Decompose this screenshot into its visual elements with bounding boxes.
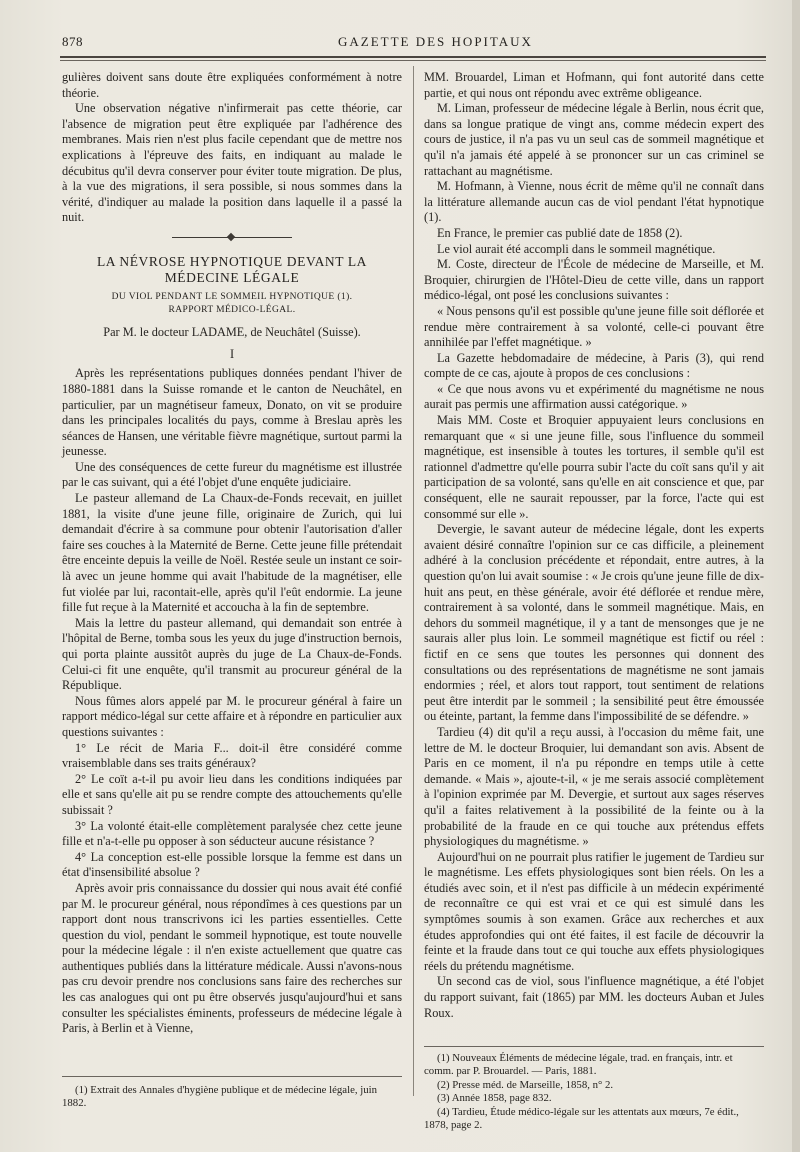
paragraph: gulières doivent sans doute être expliquées conformément à notre théorie. bbox=[62, 70, 402, 100]
paragraph: Après avoir pris connaissance du dossier qui nous avait été confié par M. le procureur général, nous répondîmes à ces questions par un rapport dont nous transcrivons ici les parties essentielles. Cette question du viol, pendant le sommeil hypnotique, est toute nouvelle pour la médecine légale : il n'en existe actuellement que quatre cas authentiques publiés dans la littérature médicale. Aussi n'avons-nous pas cru devoir prendre nos conclusions sans faire des recherches sur les cas analogues qui ont pu être observés jusqu'aujourd'hui et sans consulter les spécialistes éminents, professeurs de médecine légale à Paris, à Berlin et à Vienne, bbox=[62, 880, 402, 1036]
right-column bbox=[424, 70, 764, 1021]
paragraph: M. Liman, professeur de médecine légale à Berlin, nous écrit que, dans sa longue pratique de vingt ans, comme médecin expert des cours de justice, il n'a pas vu un seul cas de sommeil magnétique et qu'il n'a jamais été appelé à se prononcer sur un cas criminel se rattachant au magnétisme. bbox=[424, 101, 764, 178]
paragraph: Le pasteur allemand de La Chaux-de-Fonds recevait, en juillet 1881, la visite d'une jeune fille, originaire de Zurich, qui lui demandait d'écrire à sa commune pour obtenir l'autorisation d'aller faire ses couches à la Maternité de Berne. Cette jeune fille prétendait être enceinte depuis la veille de Noël. Restée seule un instant ce soir-là avec un jeune homme qui avait l'habitude de la magnétiser, elle fut violée par lui, racontait-elle, après qu'il l'eût endormie. La jeune fille fut reçue à la Maternité et accoucha à la fin de septembre. bbox=[62, 491, 402, 615]
column-divider bbox=[413, 66, 414, 1096]
footnote: (2) Presse méd. de Marseille, 1858, n° 2. bbox=[437, 1078, 614, 1091]
page-edge-shadow bbox=[792, 0, 800, 1152]
paragraph: Nous fûmes alors appelé par M. le procureur général à faire un rapport médico-légal sur cette affaire et à répondre en particulier aux questions suivantes : bbox=[62, 693, 402, 739]
footnote: (3) Année 1858, page 832. bbox=[437, 1092, 552, 1105]
article-subtitle-2: RAPPORT MÉDICO-LÉGAL. bbox=[168, 305, 296, 316]
header-rule bbox=[60, 56, 766, 58]
question-4: 4° La conception est-elle possible lorsque la femme est dans un état d'insensibilité absolue ? bbox=[62, 849, 402, 880]
article-subtitle: DU VIOL PENDANT LE SOMMEIL HYPNOTIQUE (1). bbox=[111, 292, 353, 303]
paragraph: Mais MM. Coste et Broquier appuyaient leurs conclusions en remarquant que « si une jeune fille, sous l'influence du sommeil magnétique, est insensible à toutes les tortures, il semble qu'il est rationnel d'admettre qu'elle pourra subir l'acte du coït sans qu'il y ait participation de sa volonté, sans qu'elle en ait conscience et que, par conséquent, elle ne saurait repousser, par la force, l'acte qui est consommé sur elle ». bbox=[424, 413, 764, 521]
paragraph: Aujourd'hui on ne pourrait plus ratifier le jugement de Tardieu sur le magnétisme. Les effets physiologiques sont bien réels. On les a étudiés avec soin, et il n'est pas difficile à un médecin expérimenté de reconnaître ce qui est vrai et ce qui est simulé dans les symptômes soumis à son examen. Grâce aux recherches et aux études approfondies qui ont été faites, il est facile de découvrir la feinte et la fraude dans tout ce qui touche aux effets physiologiques réels du prétendu magnétisme. bbox=[424, 849, 764, 973]
right-footnotes bbox=[424, 1052, 764, 1132]
footnote: (1) Nouveaux Éléments de médecine légale, trad. en français, intr. et comm. par P. Brouardel. — Paris, 1881. bbox=[424, 1052, 733, 1078]
footnote-rule bbox=[62, 1076, 402, 1077]
page-number: 878 bbox=[62, 34, 83, 49]
diamond-ornament-icon bbox=[227, 233, 235, 241]
paragraph: Mais la lettre du pasteur allemand, qui demandait son entrée à l'hôpital de Berne, tomba sous les yeux du juge d'instruction bernois, qui porta plainte aussitôt auprès du juge de La Chaux-de-Fonds. Celui-ci fit une enquête, qu'il transmit au procureur général de la République. bbox=[62, 615, 402, 693]
paragraph: En France, le premier cas publié date de 1858 (2). bbox=[437, 225, 683, 240]
paragraph: Une observation négative n'infirmerait pas cette théorie, car l'absence de migration peut être expliquée par l'adhérence des membranes. Mais rien n'est plus facile cependant que de mettre nos explications à l'épreuve des faits, en indiquant au malade le décubitus qu'il devra conserver pour éviter toute migration. De plus, à la vue des migrations, il sera possible, si nous sommes dans la vérité, d'indiquer au malade la position dans laquelle il a passé la nuit. bbox=[62, 101, 402, 225]
paragraph: Une des conséquences de cette fureur du magnétisme est illustrée par le cas suivant, qui a été l'objet d'une enquête judiciaire. bbox=[62, 459, 402, 490]
paragraph: Un second cas de viol, sous l'influence magnétique, a été l'objet du rapport suivant, fait (1865) par MM. les docteurs Auban et Jules Roux. bbox=[424, 974, 764, 1020]
paragraph: Après les représentations publiques données pendant l'hiver de 1880-1881 dans la Suisse romande et le canton de Neuchâtel, en particulier, par un magnétiseur fameux, Donato, on vit se produire dans les principales localités du pays, comme à Breslau après les séances de Hansen, une véritable fièvre magnétique, surtout parmi la jeunesse. bbox=[62, 366, 402, 459]
paragraph: La Gazette hebdomadaire de médecine, à Paris (3), qui rend compte de ce cas, ajoute à propos de ces conclusions : bbox=[424, 350, 764, 381]
left-column bbox=[62, 70, 402, 1037]
byline: Par M. le docteur LADAME, de Neuchâtel (Suisse). bbox=[103, 325, 361, 340]
question-2: 2° Le coït a-t-il pu avoir lieu dans les conditions indiquées par elle et sans qu'elle ait pu se rendre compte des attouchements qu'elle subissait ? bbox=[62, 771, 402, 817]
quotation: « Ce que nous avons vu et expérimenté du magnétisme ne nous aurait pas permis une affirmation aussi catégorique. » bbox=[424, 381, 764, 412]
quotation: « Nous pensons qu'il est possible qu'une jeune fille soit déflorée et rendue mère contrairement à sa volonté, celle-ci pouvant être annihilée par l'effet magnétique. » bbox=[424, 303, 764, 350]
section-number: I bbox=[229, 346, 235, 361]
paragraph: M. Hofmann, à Vienne, nous écrit de même qu'il ne connaît dans la littérature allemande aucun cas de viol pendant l'état hypnotique (1). bbox=[424, 179, 764, 225]
paragraph: M. Coste, directeur de l'École de médecine de Marseille, et M. Broquier, chirurgien de l'Hôtel-Dieu de cette ville, dans un rapport médico-légal, ont posé les conclusions suivantes : bbox=[424, 257, 764, 303]
footnote: (4) Tardieu, Étude médico-légale sur les attentats aux mœurs, 7e édit., 1878, page 2. bbox=[424, 1105, 739, 1132]
paragraph: MM. Brouardel, Liman et Hofmann, qui font autorité dans cette partie, et qui nous ont répondu avec extrême obligeance. bbox=[424, 70, 764, 100]
paragraph: Devergie, le savant auteur de médecine légale, dont les experts avaient désiré connaître l'opinion sur ce cas difficile, a pleinement adhéré à la conclusion précédente et répondait, entre autres, à la question qu'on lui avait soumise : « Je crois qu'une jeune fille de dix-huit ans peut, en thèse générale, avoir été déflorée et rendue mère, contrairement à sa volonté, dans le sommeil magnétique. Mais, en dehors du sommeil magnétique, il y a tant de mensonges que je ne saurais aller plus loin. Le sommeil magnétique est fictif ou réel : fictif en ce sens que toutes les personnes qui donnent des consultations ou des représentations de magnétisme ne sont jamais endormies ; réel, et alors tout rapport, tout sentiment de relations peut être interdit par le sommeil ; la sensibilité peut être émoussée ou éteinte, partant, la femme dans l'impossibilité de se défendre. » bbox=[424, 522, 764, 724]
ornamental-rule bbox=[172, 234, 292, 240]
paragraph: Tardieu (4) dit qu'il a reçu aussi, à l'occasion du même fait, une lettre de M. le docteur Broquier, lui demandant son avis. Absent de Paris en ce moment, il n'a pu répondre en temps utile à cette demande. « Mais », ajoute-t-il, « je me serais associé complètement à l'opinion exprimée par M. Devergie, et surtout aux sages réserves qu'il a faites relativement à la possibilité de la feinte ou à la probabilité de la fraude en ce qui touche aux prétendus effets physiologiques du magnétisme. » bbox=[424, 724, 764, 849]
question-3: 3° La volonté était-elle complètement paralysée chez cette jeune fille et n'a-t-elle pu opposer à son séducteur aucune résistance ? bbox=[62, 818, 402, 849]
paragraph: Le viol aurait été accompli dans le sommeil magnétique. bbox=[437, 241, 716, 256]
footnote-rule bbox=[424, 1046, 764, 1047]
footnote: (1) Extrait des Annales d'hygiène publique et de médecine légale, juin 1882. bbox=[62, 1084, 378, 1110]
article-title: LA NÉVROSE HYPNOTIQUE DEVANT LA MÉDECINE LÉGALE bbox=[96, 253, 368, 285]
left-footnotes bbox=[62, 1084, 402, 1111]
running-head: GAZETTE DES HOPITAUX bbox=[338, 34, 533, 49]
question-1: 1° Le récit de Maria F... doit-il être considéré comme vraisemblable dans ses traits généraux? bbox=[62, 740, 402, 771]
header-rule-thin bbox=[60, 60, 766, 61]
